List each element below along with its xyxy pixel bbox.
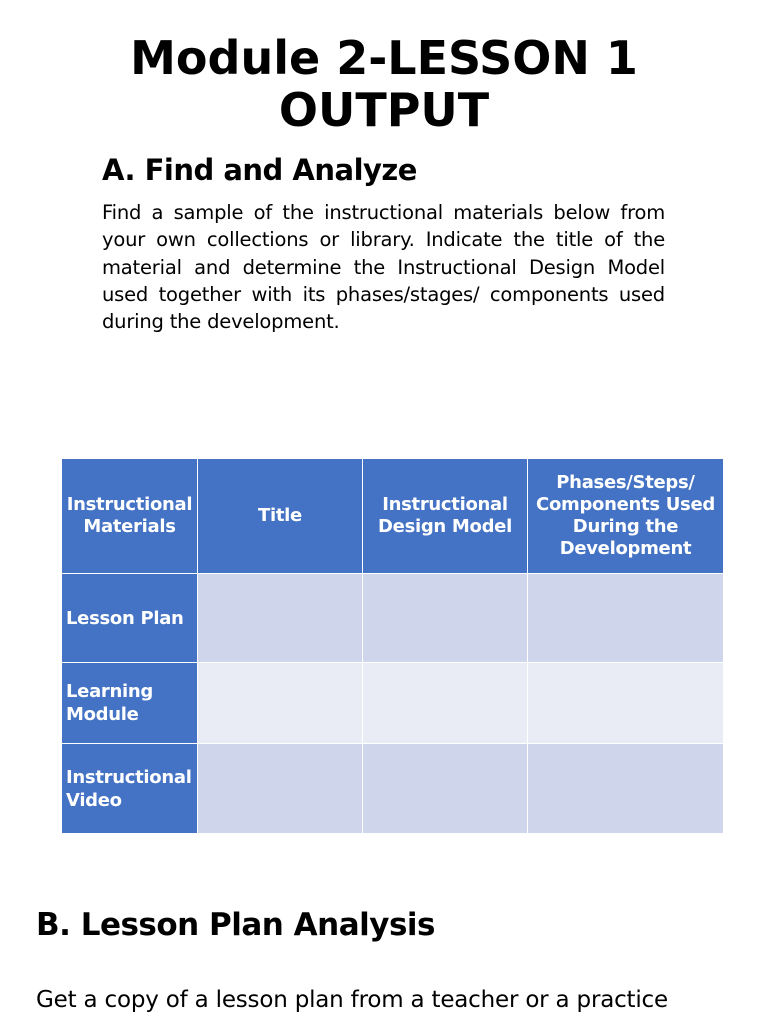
- row-label-instructional-video: Instructional Video: [62, 744, 198, 834]
- table-cell[interactable]: [528, 574, 724, 663]
- row-label-learning-module: Learning Module: [62, 663, 198, 744]
- table-cell[interactable]: [528, 744, 724, 834]
- header-instructional-design-model: Instructional Design Model: [363, 459, 528, 574]
- table-cell[interactable]: [198, 663, 363, 744]
- table-cell[interactable]: [528, 663, 724, 744]
- table-row: [62, 744, 724, 834]
- page-title: [0, 32, 768, 136]
- section-b-paragraph: Get a copy of a lesson plan from a teacher or a practice: [36, 987, 668, 1013]
- section-a-paragraph: Find a sample of the instructional materials below from your own collections or library. Indicate the title of the material and determine the Instructional Design Model used together with its phases/stages/ components used during the development.: [102, 201, 665, 334]
- table-cell[interactable]: [363, 663, 528, 744]
- section-b-heading: B. Lesson Plan Analysis: [36, 907, 436, 943]
- table-header-row: [62, 459, 724, 574]
- table-cell[interactable]: [363, 744, 528, 834]
- header-phases-steps-components: Phases/Steps/ Components Used During the Development: [528, 459, 724, 574]
- title-line-1: Module 2-LESSON 1: [130, 31, 638, 85]
- instructional-materials-table: [61, 458, 724, 834]
- table-row: [62, 574, 724, 663]
- header-instructional-materials: Instructional Materials: [62, 459, 198, 574]
- table-cell[interactable]: [363, 574, 528, 663]
- table-cell[interactable]: [198, 744, 363, 834]
- header-title: Title: [198, 459, 363, 574]
- table-cell[interactable]: [198, 574, 363, 663]
- title-line-2: OUTPUT: [278, 83, 490, 137]
- section-a-heading: A. Find and Analyze: [102, 153, 417, 187]
- row-label-lesson-plan: Lesson Plan: [62, 574, 198, 663]
- table-row: [62, 663, 724, 744]
